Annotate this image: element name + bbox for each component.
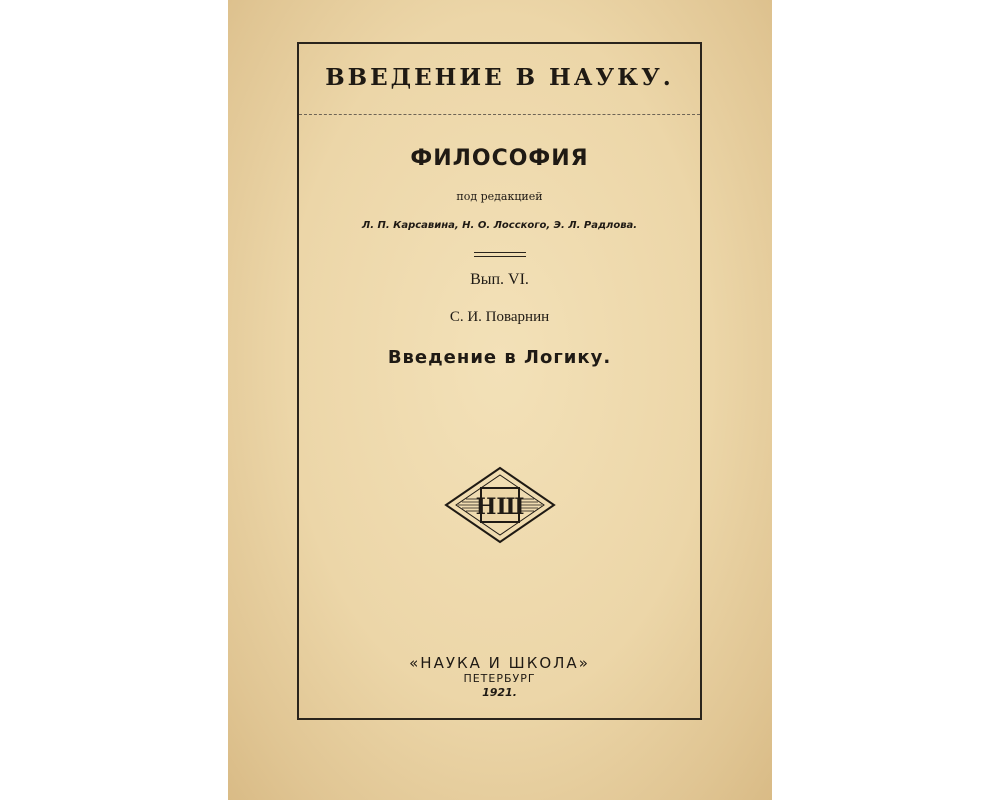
publisher-logo bbox=[444, 466, 556, 544]
author-name: С. И. Поварнин bbox=[449, 309, 550, 325]
publication-year: 1921. bbox=[482, 686, 517, 699]
logo-monogram: НШ bbox=[475, 494, 525, 520]
edited-by-label: под редакцией bbox=[456, 190, 543, 203]
page-border bbox=[297, 42, 702, 720]
editors-line: Л. П. Карсавина, Н. О. Лосского, Э. Л. Радлова. bbox=[361, 220, 638, 231]
book-title: Введение в Логику. bbox=[387, 347, 612, 368]
divider-line-top bbox=[474, 252, 526, 253]
header-divider bbox=[299, 114, 700, 115]
series-title: ВВЕДЕНИЕ В НАУКУ. bbox=[325, 64, 674, 91]
divider-line-bottom bbox=[474, 256, 526, 257]
publisher-city: ПЕТЕРБУРГ bbox=[463, 672, 536, 685]
issue-number: Вып. VI. bbox=[470, 271, 529, 288]
publisher-name: «НАУКА И ШКОЛА» bbox=[409, 654, 590, 672]
discipline-heading: ФИЛОСОФИЯ bbox=[410, 146, 589, 171]
